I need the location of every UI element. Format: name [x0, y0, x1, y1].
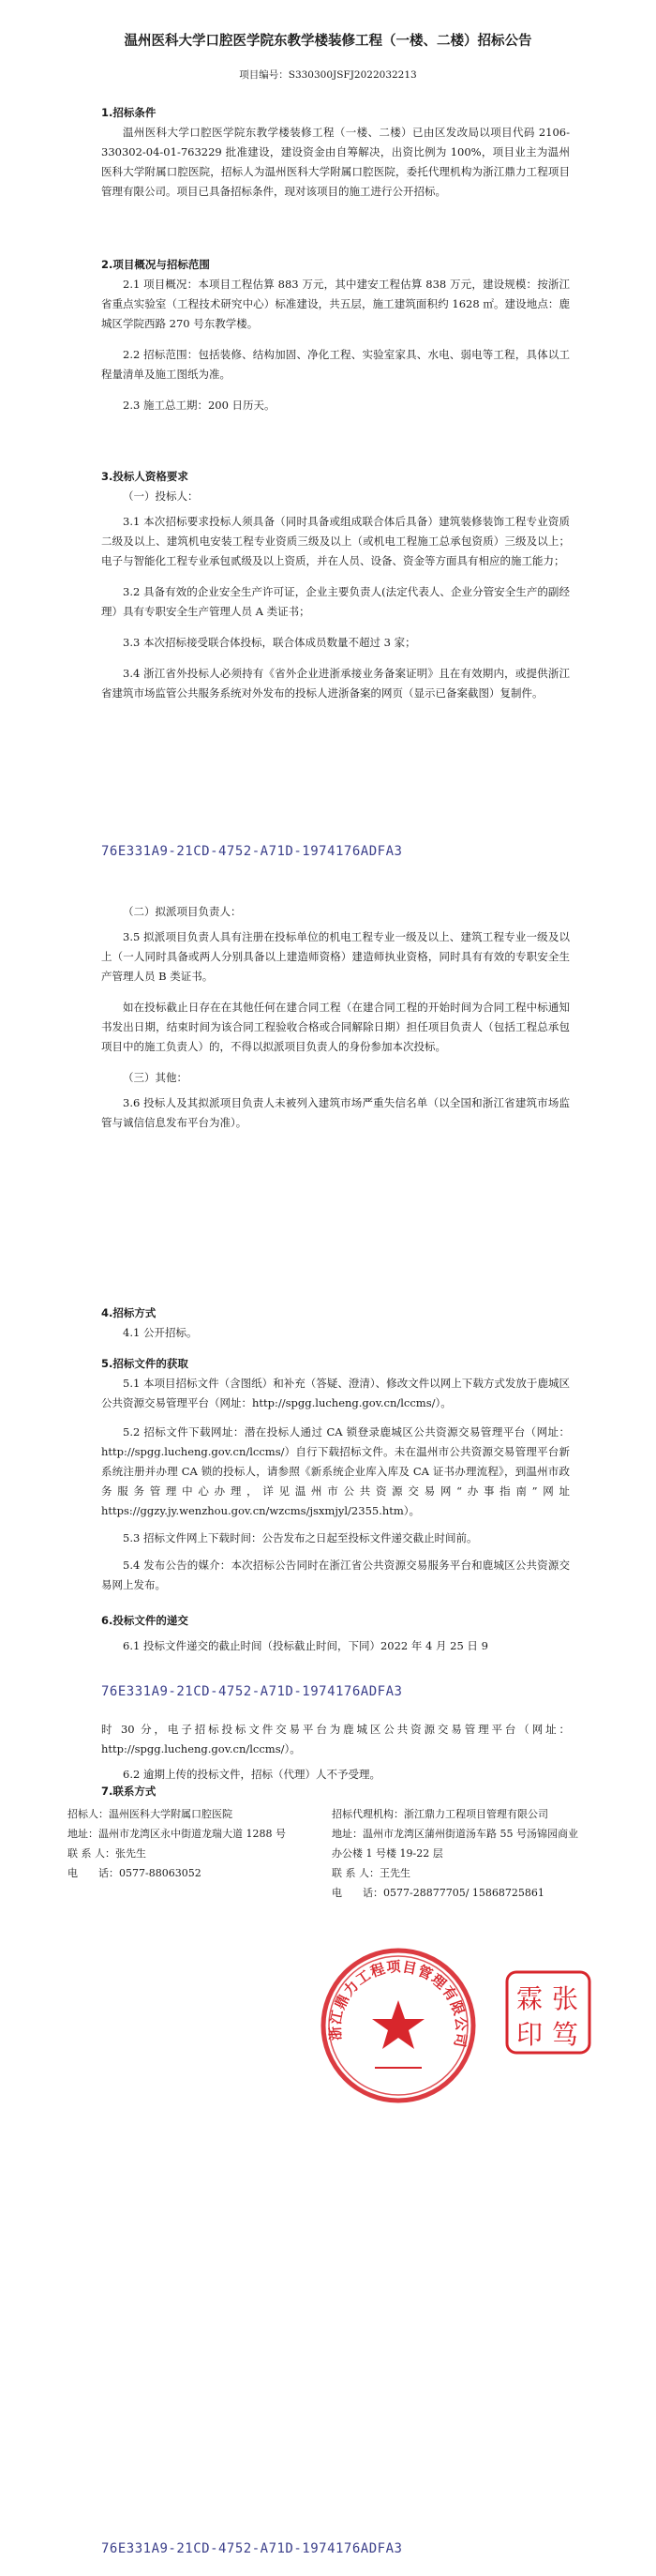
section-3-4: 3.4 浙江省外投标人必须持有《省外企业进浙承接业务备案证明》且在有效期内，或提供浙江省建筑市场监管公共服务系统对外发布的投标人进浙备案的网页（显示已备案截图）复制件。 [101, 667, 570, 700]
section-4 [101, 1303, 570, 1343]
section-6 [101, 1611, 570, 1656]
subsection-other: （三）其他： [123, 1071, 187, 1084]
tenderer-name: 招标人：温州医科大学附属口腔医院 [67, 1808, 232, 1820]
section-2 [101, 255, 570, 415]
section-3-2: 3.2 具备有效的企业安全生产许可证，企业主要负责人(法定代表人、企业分管安全生产的副经理）具有专职安全生产管理人员 A 类证书； [101, 585, 570, 618]
section-1-text: 温州医科大学口腔医学院东教学楼装修工程（一楼、二楼）已由区发改局以项目代码 2106-330302-04-01-763229 批准建设，建设资金由自筹解决，出资比例为 100%，项目业主为温州医科大学附属口腔医院，招标人为温州医科大学附属口腔医院，委托代理机构为浙江鼎力工程项目管理有限公司。项目已具备招标条件，现对该项目的施工进行公开招标。 [101, 126, 570, 198]
agency-phone: 电 话：0577-28877705/ 15868725861 [332, 1887, 544, 1899]
section-6-1-continued: 时 30 分，电子招标投标文件交易平台为鹿城区公共资源交易管理平台（网址：http://spgg.lucheng.gov.cn/lccms/）。 [101, 1723, 570, 1755]
subsection-project-lead: （二）拟派项目负责人： [123, 905, 242, 918]
section-1 [101, 103, 570, 202]
section-6-2: 6.2 逾期上传的投标文件，招标（代理）人不予受理。 [123, 1768, 380, 1781]
section-3-3: 3.3 本次招标接受联合体投标，联合体成员数量不超过 3 家； [123, 636, 416, 649]
personal-seal [501, 1965, 595, 2058]
page-title: 温州医科大学口腔医学院东教学楼装修工程（一楼、二楼）招标公告 [124, 34, 532, 49]
section-3-1: 3.1 本次招标要求投标人须具备（同时具备或组成联合体后具备）建筑装修装饰工程专业资质二级及以上、建筑机电安装工程专业资质三级及以上（或机电工程施工总承包资质）三级及以上；电子与智能化工程专业承包贰级及以上资质，并在人员、设备、资金等方面具有相应的施工能力； [101, 515, 570, 567]
section-1-heading: 1.招标条件 [101, 106, 157, 119]
section-5-1: 5.1 本项目招标文件（含图纸）和补充（答疑、澄清）、修改文件以网上下载方式发放于鹿城区公共资源交易管理平台（网址：http://spgg.lucheng.gov.cn/lccms/）。 [101, 1377, 570, 1409]
section-5-3: 5.3 招标文件网上下载时间：公告发布之日起至投标文件递交截止时间前。 [123, 1531, 478, 1544]
section-5-heading: 5.招标文件的获取 [101, 1357, 188, 1370]
section-3-6: 3.6 投标人及其拟派项目负责人未被列入建筑市场严重失信名单（以全国和浙江省建筑市场监管与诚信信息发布平台为准）。 [101, 1096, 570, 1129]
watermark-id: 76E331A9-21CD-4752-A71D-1974176ADFA3 [101, 2541, 403, 2556]
section-2-1: 2.1 项目概况：本项目工程估算 883 万元，其中建安工程估算 838 万元，建设规模：按浙江省重点实验室（工程技术研究中心）标准建设，共五层，施工建筑面积约 1628 ㎡。建设地点：鹿城区学院西路 270 号东教学楼。 [101, 278, 570, 330]
section-3 [101, 467, 570, 703]
project-number: 项目编号：S330300JSFJ2022032213 [239, 69, 417, 81]
section-4-1: 4.1 公开招标。 [123, 1326, 198, 1339]
section-2-3: 2.3 施工总工期：200 日历天。 [123, 399, 276, 412]
company-stamp [319, 1946, 478, 2105]
section-6-1: 6.1 投标文件递交的截止时间（投标截止时间，下同）2022 年 4 月 25 日 9 [123, 1639, 488, 1652]
agency-contact [332, 1804, 585, 1903]
section-2-heading: 2.项目概况与招标范围 [101, 258, 210, 271]
section-5-2: 5.2 招标文件下载网址：潜在投标人通过 CA 锁登录鹿城区公共资源交易管理平台（网址：http://spgg.lucheng.gov.cn/lccms/）自行下载招标文件。未在温州市公共资源交易管理平台新系统注册并办理 CA 锁的投标人，请参照《新系统企业库入库及 CA 证书办理流程》，到温州市政务服务管理中心办理，详见温州市公共资源交易网“办事指南”网址 https://ggzy.jy.wenzhou.gov.cn/wzcms/jsxmjyl/2355.htm）。 [101, 1425, 570, 1517]
section-3-part2 [101, 902, 570, 1133]
tenderer-phone: 电 话：0577-88063052 [67, 1867, 201, 1879]
section-7-heading: 7.联系方式 [101, 1785, 157, 1798]
watermark-id: 76E331A9-21CD-4752-A71D-1974176ADFA3 [101, 844, 403, 859]
stamp-text: 浙江鼎力工程项目管理有限公司 [326, 1958, 470, 2050]
agency-contact-person: 联 系 人：王先生 [332, 1867, 410, 1879]
seal-char-1: 张 [551, 1983, 579, 2014]
watermark-id: 76E331A9-21CD-4752-A71D-1974176ADFA3 [101, 1684, 403, 1699]
section-7-heading-wrap [101, 1782, 570, 1801]
seal-char-3: 印 [515, 2019, 544, 2050]
tenderer-address: 地址：温州市龙湾区永中街道龙瑞大道 1288 号 [67, 1828, 286, 1840]
section-6-heading: 6.投标文件的递交 [101, 1614, 188, 1627]
section-4-heading: 4.招标方式 [101, 1306, 157, 1319]
agency-address: 地址：温州市龙湾区蒲州街道汤车路 55 号汤锦园商业办公楼 1 号楼 19-22 层 [332, 1828, 578, 1860]
seal-char-4: 笃 [551, 2019, 579, 2050]
subsection-bidder: （一）投标人： [123, 490, 199, 503]
section-3-heading: 3.投标人资格要求 [101, 470, 188, 483]
seal-char-2: 霖 [515, 1983, 544, 2014]
section-6-continued [101, 1720, 570, 1785]
agency-name: 招标代理机构：浙江鼎力工程项目管理有限公司 [332, 1808, 548, 1820]
section-3-5: 3.5 拟派项目负责人具有注册在投标单位的机电工程专业一级及以上、建筑工程专业一级及以上（一人同时具备或两人分别具备以上建造师资格）建造师执业资格，同时具有有效的专职安全生产管理人员 B 类证书。 [101, 930, 570, 983]
stamp-star-icon [372, 2000, 425, 2049]
tenderer-contact [67, 1804, 321, 1883]
section-5-4: 5.4 发布公告的媒介：本次招标公告同时在浙江省公共资源交易服务平台和鹿城区公共资源交易网上发布。 [101, 1559, 570, 1591]
section-3-5-note: 如在投标截止日存在在其他任何在建合同工程（在建合同工程的开始时间为合同工程中标通知书发出日期，结束时间为该合同工程验收合格或合同解除日期）担任项目负责人（包括工程总承包项目中的施工负责人）的，不得以拟派项目负责人的身份参加本次投标。 [101, 1001, 570, 1053]
section-5 [101, 1354, 570, 1595]
tenderer-contact-person: 联 系 人：张先生 [67, 1847, 146, 1860]
section-2-2: 2.2 招标范围：包括装修、结构加固、净化工程、实验室家具、水电、弱电等工程，具体以工程量清单及施工图纸为准。 [101, 348, 570, 381]
